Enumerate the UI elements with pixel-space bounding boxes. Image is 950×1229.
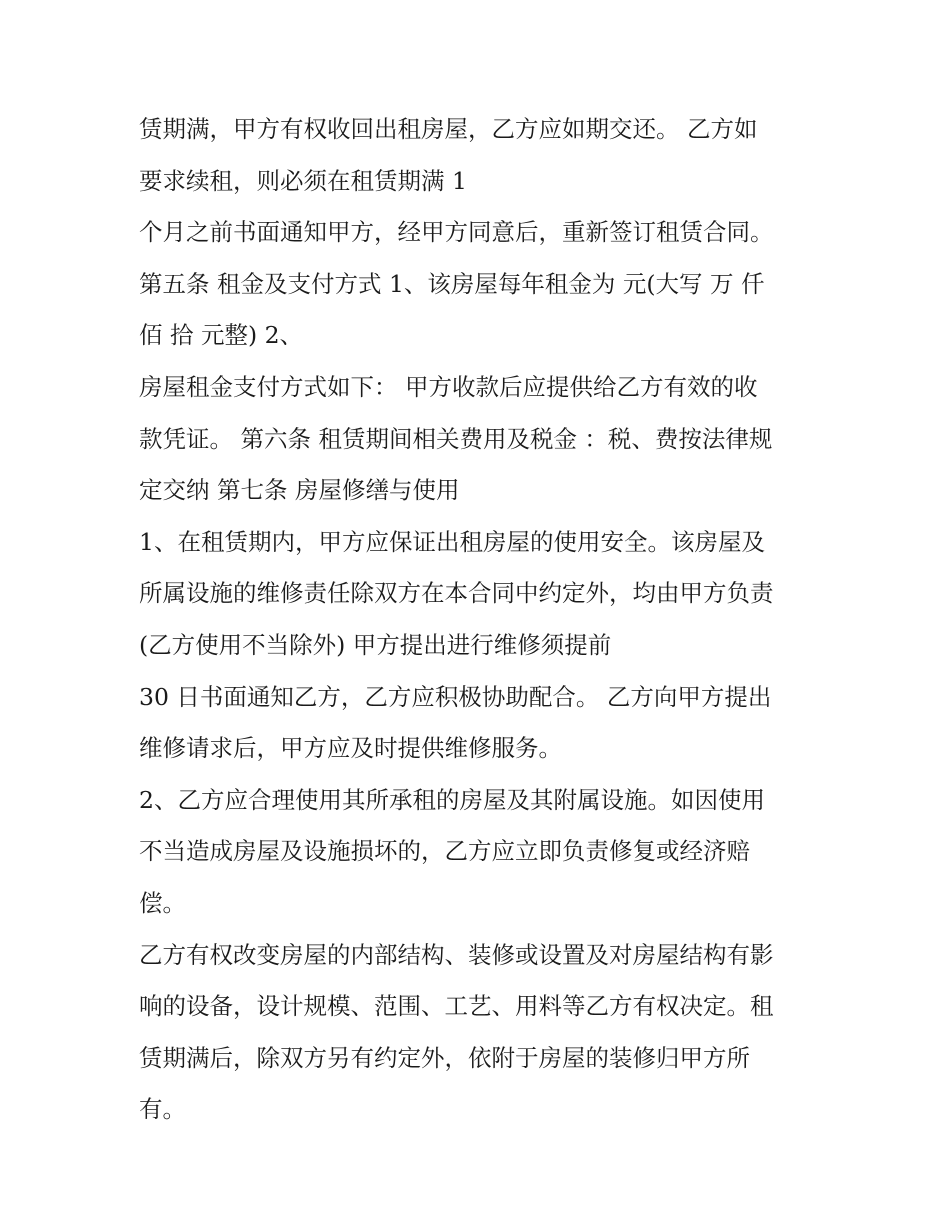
contract-text-body	[139, 104, 839, 1136]
text-line: 维修请求后，甲方应及时提供维修服务。	[139, 734, 562, 763]
text-line: 个月之前书面通知甲方，经甲方同意后，重新签订租赁合同。	[139, 218, 774, 247]
text-line: 1、在租赁期内，甲方应保证出租房屋的使用安全。该房屋及	[139, 527, 765, 556]
text-line: 乙方有权改变房屋的内部结构、装修或设置及对房屋结构有影	[139, 940, 774, 969]
text-line: (乙方使用不当除外) 甲方提出进行维修须提前	[139, 630, 612, 659]
text-line: 房屋租金支付方式如下： 甲方收款后应提供给乙方有效的收	[139, 372, 758, 401]
text-line: 不当造成房屋及设施损坏的，乙方应立即负责修复或经济赔	[139, 837, 750, 866]
text-line: 赁期满，甲方有权收回出租房屋，乙方应如期交还。 乙方如	[139, 115, 758, 143]
text-line: 定交纳 第七条 房屋修缮与使用	[139, 476, 460, 505]
text-line: 佰 拾 元整) 2、	[139, 321, 304, 350]
text-line: 款凭证。 第六条 租赁期间相关费用及税金 ：税、费按法律规	[139, 424, 773, 453]
text-line: 有。	[139, 1095, 186, 1124]
text-line: 第五条 租金及支付方式 1、该房屋每年租金为 元(大写 万 仟	[139, 269, 765, 298]
text-line: 赁期满后，除双方另有约定外，依附于房屋的装修归甲方所	[139, 1043, 750, 1072]
text-line: 要求续租，则必须在租赁期满 1	[139, 166, 467, 195]
text-line: 响的设备，设计规模、范围、工艺、用料等乙方有权决定。租	[139, 992, 774, 1021]
text-line: 2、乙方应合理使用其所承租的房屋及其附属设施。如因使用	[139, 785, 765, 814]
text-line: 偿。	[139, 888, 186, 917]
text-line: 30 日书面通知乙方，乙方应积极协助配合。 乙方向甲方提出	[139, 682, 772, 711]
text-line: 所属设施的维修责任除双方在本合同中约定外，均由甲方负责	[139, 579, 774, 608]
